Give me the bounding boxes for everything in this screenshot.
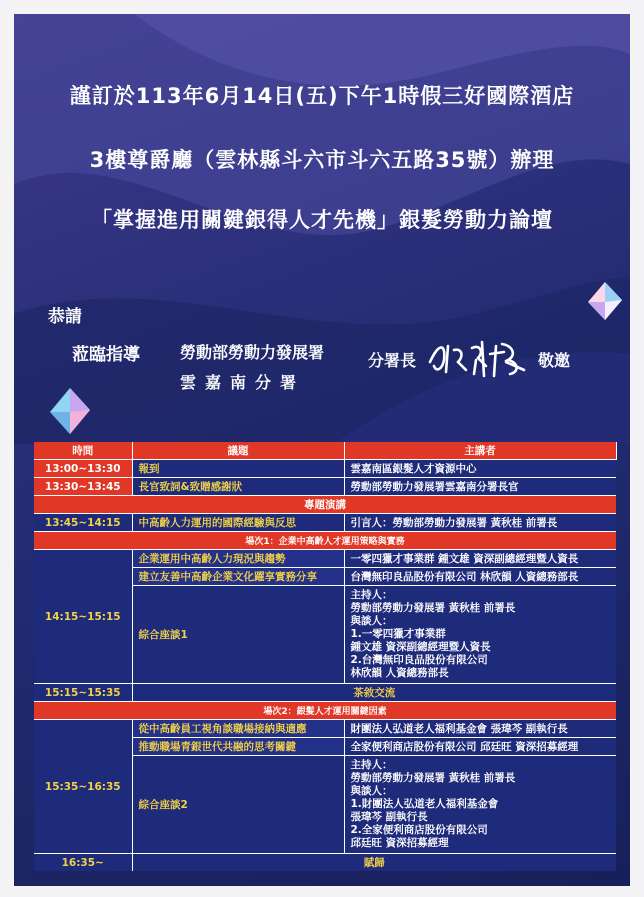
time-cell: 15:15~15:35	[34, 684, 132, 702]
topic-cell: 綜合座談2	[132, 756, 344, 854]
time-cell: 13:30~13:45	[34, 478, 132, 496]
panel-line: 主持人：	[350, 759, 393, 771]
panel-line: 邱廷旺 資深招募經理	[350, 837, 449, 849]
organizer-line-1: 勞動部勞動力發展署	[180, 343, 325, 362]
invites-label: 敬邀	[538, 351, 571, 370]
host-cell: 財團法人弘道老人福利基金會 張瑋芩 副執行長	[344, 720, 616, 738]
topic-cell: 企業運用中高齡人力現況與趨勢	[132, 550, 344, 568]
panel-line: 鍾文雄 資深副總經理暨人資長	[350, 641, 491, 653]
panel-line: 1.財團法人弘道老人福利基金會	[350, 798, 499, 810]
closing-label: 賦歸	[132, 854, 616, 872]
topic-cell: 長官致詞&致贈感謝狀	[132, 478, 344, 496]
gem-icon	[48, 386, 92, 436]
schedule-header-row	[34, 442, 616, 460]
session2-band	[34, 702, 616, 720]
time-cell: 16:35~	[34, 854, 132, 872]
band-label: 場次1：企業中高齡人才運用策略與實務	[34, 532, 616, 550]
host-header: 主講者	[344, 442, 616, 460]
panel-line: 張瑋芩 副執行長	[350, 811, 428, 823]
signature-image	[424, 332, 532, 382]
director-title: 分署長	[368, 351, 417, 370]
panel-line: 勞動部勞動力發展署 黃秋桂 前署長	[350, 772, 516, 784]
panel-line: 2.全家便利商店股份有限公司	[350, 824, 488, 836]
table-row	[34, 478, 616, 496]
time-header: 時間	[34, 442, 132, 460]
host-cell: 引言人：勞動部勞動力發展署 黃秋桂 前署長	[344, 514, 616, 532]
panel-line: 勞動部勞動力發展署 黃秋桂 前署長	[350, 602, 516, 614]
gem-icon	[586, 280, 624, 322]
respectfully-label: 恭請	[48, 307, 82, 327]
schedule-table	[34, 442, 617, 871]
host-cell: 一零四獵才事業群 鍾文雄 資深副總經理暨人資長	[344, 550, 616, 568]
time-cell: 13:00~13:30	[34, 460, 132, 478]
topic-cell: 中高齡人力運用的國際經驗與反思	[132, 514, 344, 532]
host-cell: 勞動部勞動力發展署雲嘉南分署長官	[344, 478, 616, 496]
organizer-line-2: 雲嘉南分署	[180, 373, 306, 392]
event-venue-line: 3樓尊爵廳（雲林縣斗六市斗六五路35號）辦理	[89, 148, 555, 172]
table-row	[34, 854, 616, 872]
time-cell: 15:35~16:35	[34, 720, 132, 854]
keynote-band	[34, 496, 616, 514]
table-row	[34, 720, 616, 738]
event-date-line: 謹訂於113年6月14日(五)下午1時假三好國際酒店	[69, 84, 575, 108]
guidance-label: 蒞臨指導	[72, 345, 140, 365]
panel-line: 與談人：	[350, 615, 393, 627]
band-label: 專題演講	[34, 496, 616, 514]
table-row	[34, 550, 616, 568]
host-cell: 雲嘉南區銀髮人才資源中心	[344, 460, 616, 478]
panel-line: 林欣韻 人資總務部長	[350, 667, 449, 679]
panel-host-cell	[344, 756, 616, 854]
break-label: 茶敘交流	[132, 684, 616, 702]
event-title-line: 「掌握進用關鍵銀得人才先機」銀髮勞動力論壇	[91, 208, 553, 232]
topic-cell: 綜合座談1	[132, 586, 344, 684]
topic-cell: 報到	[132, 460, 344, 478]
time-cell: 13:45~14:15	[34, 514, 132, 532]
invitation-card	[14, 14, 630, 886]
panel-line: 與談人：	[350, 785, 393, 797]
host-cell: 全家便利商店股份有限公司 邱廷旺 資深招募經理	[344, 738, 616, 756]
panel-host-cell	[344, 586, 616, 684]
host-cell: 台灣無印良品股份有限公司 林欣韻 人資總務部長	[344, 568, 616, 586]
panel-line: 主持人：	[350, 589, 393, 601]
invitation-section	[14, 14, 630, 434]
topic-header: 議題	[132, 442, 344, 460]
topic-cell: 推動職場青銀世代共融的思考關鍵	[132, 738, 344, 756]
session1-band	[34, 532, 616, 550]
table-row	[34, 684, 616, 702]
panel-line: 1.一零四獵才事業群	[350, 628, 446, 640]
topic-cell: 建立友善中高齡企業文化躍享實務分享	[132, 568, 344, 586]
panel-line: 2.台灣無印良品股份有限公司	[350, 654, 488, 666]
topic-cell: 從中高齡員工視角談職場接納與適應	[132, 720, 344, 738]
band-label: 場次2：銀髮人才運用關鍵因素	[34, 702, 616, 720]
table-row	[34, 460, 616, 478]
time-cell: 14:15~15:15	[34, 550, 132, 684]
table-row	[34, 514, 616, 532]
